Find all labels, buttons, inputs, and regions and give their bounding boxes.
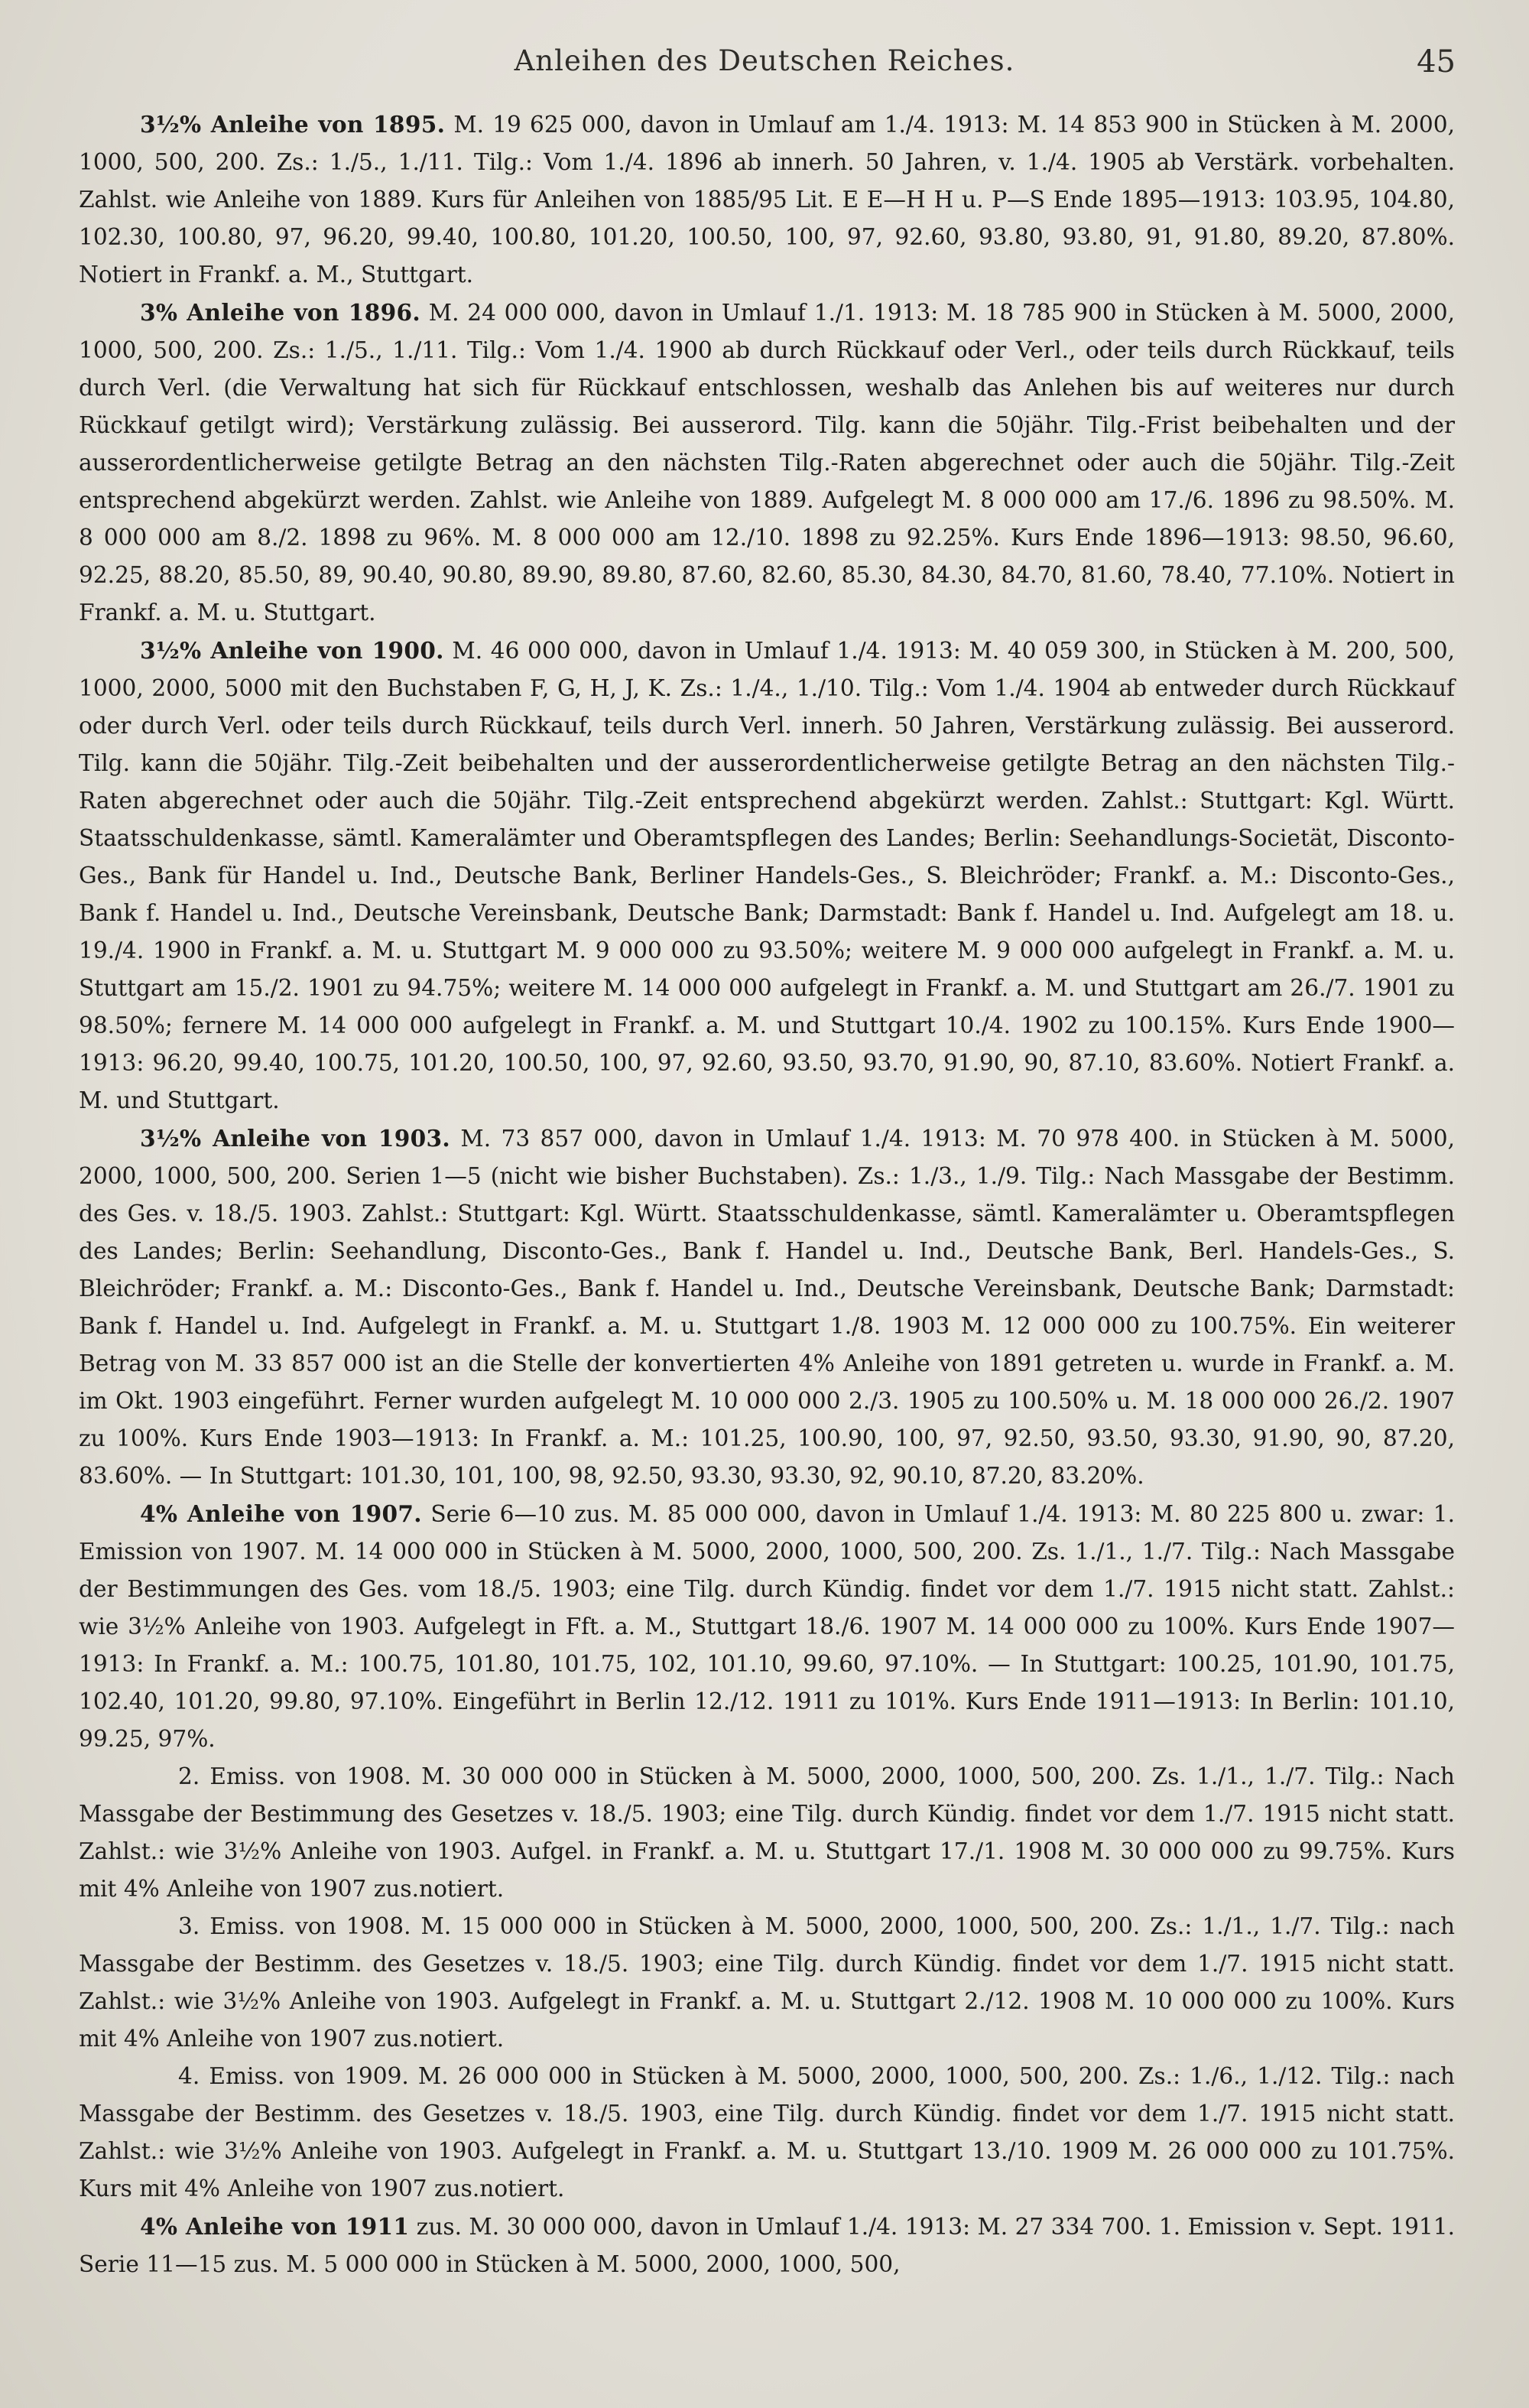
paragraph-heading: 3½% Anleihe von 1900. bbox=[140, 637, 444, 664]
paragraph-anleihe-1903 bbox=[79, 1120, 1455, 1495]
paragraph-text: 4. Emiss. von 1909. M. 26 000 000 in Stücken à M. 5000, 2000, 1000, 500, 200. Zs.: 1./6., 1./12. Tilg.: nach Massgabe der Bestimm. des Gesetzes v. 18./5. 1903, eine Tilg. durch Kündig. findet vor dem 1./7. 1915 nicht statt. Zahlst.: wie 3½% Anleihe von 1903. Aufgelegt in Frankf. a. M. u. Stuttgart 13./10. 1909 M. 26 000 000 zu 101.75%. Kurs mit 4% Anleihe von 1907 zus.notiert. bbox=[79, 2063, 1455, 2202]
paragraph-emission-4-1909 bbox=[79, 2058, 1455, 2208]
paragraph-heading: 3½% Anleihe von 1903. bbox=[140, 1125, 450, 1152]
paragraph-heading: 3½% Anleihe von 1895. bbox=[140, 111, 446, 138]
paragraph-anleihe-1896 bbox=[79, 294, 1455, 632]
paragraph-heading: 4% Anleihe von 1911 bbox=[140, 2213, 410, 2240]
paragraph-emission-2-1908 bbox=[79, 1758, 1455, 1908]
paragraph-text: 2. Emiss. von 1908. M. 30 000 000 in Stücken à M. 5000, 2000, 1000, 500, 200. Zs. 1./1., 1./7. Tilg.: Nach Massgabe der Bestimmung des Gesetzes v. 18./5. 1903; eine Tilg. durch Kündig. findet vor dem 1./7. 1915 nicht statt. Zahlst.: wie 3½% Anleihe von 1903. Aufgel. in Frankf. a. M. u. Stuttgart 17./1. 1908 M. 30 000 000 zu 99.75%. Kurs mit 4% Anleihe von 1907 zus.notiert. bbox=[79, 1763, 1455, 1902]
paragraph-anleihe-1895 bbox=[79, 106, 1455, 294]
paragraph-heading: 4% Anleihe von 1907. bbox=[140, 1500, 422, 1527]
paragraph-text: M. 73 857 000, davon in Umlauf 1./4. 1913: M. 70 978 400. in Stücken à M. 5000, 2000, 1000, 500, 200. Serien 1—5 (nicht wie bisher Buchstaben). Zs.: 1./3., 1./9. Tilg.: Nach Massgabe der Bestimm. des Ges. v. 18./5. 1903. Zahlst.: Stuttgart: Kgl. Württ. Staatsschuldenkasse, sämtl. Kameralämter u. Oberamtspflegen des Landes; Berlin: Seehandlung, Disconto-Ges., Bank f. Handel u. Ind., Deutsche Bank, Berl. Handels-Ges., S. Bleichröder; Frankf. a. M.: Disconto-Ges., Bank f. Handel u. Ind., Deutsche Vereinsbank, Deutsche Bank; Darmstadt: Bank f. Handel u. Ind. Aufgelegt in Frankf. a. M. u. Stuttgart 1./8. 1903 M. 12 000 000 zu 100.75%. Ein weiterer Betrag von M. 33 857 000 ist an die Stelle der konvertierten 4% Anleihe von 1891 getreten u. wurde in Frankf. a. M. im Okt. 1903 eingeführt. Ferner wurden aufgelegt M. 10 000 000 2./3. 1905 zu 100.50% u. M. 18 000 000 26./2. 1907 zu 100%. Kurs Ende 1903—1913: In Frankf. a. M.: 101.25, 100.90, 100, 97, 92.50, 93.50, 93.30, 91.90, 90, 87.20, 83.60%. — In Stuttgart: 101.30, 101, 100, 98, 92.50, 93.30, 93.30, 92, 90.10, 87.20, 83.20%. bbox=[79, 1126, 1455, 1489]
paragraph-anleihe-1911 bbox=[79, 2208, 1455, 2283]
paragraph-text: M. 46 000 000, davon in Umlauf 1./4. 1913: M. 40 059 300, in Stücken à M. 200, 500, 1000, 2000, 5000 mit den Buchstaben F, G, H, J, K. Zs.: 1./4., 1./10. Tilg.: Vom 1./4. 1904 ab entweder durch Rückkauf oder durch Verl. oder teils durch Rückkauf, teils durch Verl. innerh. 50 Jahren, Verstärkung zulässig. Bei ausserord. Tilg. kann die 50jähr. Tilg.-Zeit beibehalten und der ausserordentlicherweise getilgte Betrag an den nächsten Tilg.-Raten abgerechnet oder auch die 50jähr. Tilg.-Zeit entsprechend abgekürzt werden. Zahlst.: Stuttgart: Kgl. Württ. Staatsschuldenkasse, sämtl. Kameralämter und Oberamtspflegen des Landes; Berlin: Seehandlungs-Societät, Disconto-Ges., Bank für Handel u. Ind., Deutsche Bank, Berliner Handels-Ges., S. Bleichröder; Frankf. a. M.: Disconto-Ges., Bank f. Handel u. Ind., Deutsche Vereinsbank, Deutsche Bank; Darmstadt: Bank f. Handel u. Ind. Aufgelegt am 18. u. 19./4. 1900 in Frankf. a. M. u. Stuttgart M. 9 000 000 zu 93.50%; weitere M. 9 000 000 aufgelegt in Frankf. a. M. u. Stuttgart am 15./2. 1901 zu 94.75%; weitere M. 14 000 000 aufgelegt in Frankf. a. M. und Stuttgart am 26./7. 1901 zu 98.50%; fernere M. 14 000 000 aufgelegt in Frankf. a. M. und Stuttgart 10./4. 1902 zu 100.15%. Kurs Ende 1900—1913: 96.20, 99.40, 100.75, 101.20, 100.50, 100, 97, 92.60, 93.50, 93.70, 91.90, 90, 87.10, 83.60%. Notiert Frankf. a. M. und Stuttgart. bbox=[79, 638, 1455, 1113]
body-text bbox=[79, 106, 1455, 2283]
paragraph-anleihe-1900 bbox=[79, 632, 1455, 1120]
page-header bbox=[0, 44, 1529, 98]
paragraph-text: 3. Emiss. von 1908. M. 15 000 000 in Stücken à M. 5000, 2000, 1000, 500, 200. Zs.: 1./1., 1./7. Tilg.: nach Massgabe der Bestimm. des Gesetzes v. 18./5. 1903; eine Tilg. durch Kündig. findet vor dem 1./7. 1915 nicht statt. Zahlst.: wie 3½% Anleihe von 1903. Aufgelegt in Frankf. a. M. u. Stuttgart 2./12. 1908 M. 10 000 000 zu 100%. Kurs mit 4% Anleihe von 1907 zus.notiert. bbox=[79, 1913, 1455, 2052]
paragraph-anleihe-1907 bbox=[79, 1495, 1455, 1758]
running-title: Anleihen des Deutschen Reiches. bbox=[514, 44, 1015, 77]
paragraph-emission-3-1908 bbox=[79, 1908, 1455, 2058]
page-number: 45 bbox=[1417, 44, 1456, 80]
paragraph-text: M. 19 625 000, davon in Umlauf am 1./4. 1913: M. 14 853 900 in Stücken à M. 2000, 1000, 500, 200. Zs.: 1./5., 1./11. Tilg.: Vom 1./4. 1896 ab innerh. 50 Jahren, v. 1./4. 1905 ab Verstärk. vorbehalten. Zahlst. wie Anleihe von 1889. Kurs für Anleihen von 1885/95 Lit. E E—H H u. P—S Ende 1895—1913: 103.95, 104.80, 102.30, 100.80, 97, 96.20, 99.40, 100.80, 101.20, 100.50, 100, 97, 92.60, 93.80, 93.80, 91, 91.80, 89.20, 87.80%. Notiert in Frankf. a. M., Stuttgart. bbox=[79, 112, 1455, 288]
paragraph-text: zus. M. 30 000 000, davon in Umlauf 1./4. 1913: M. 27 334 700. 1. Emission v. Sept. 1911. Serie 11—15 zus. M. 5 000 000 in Stücken à M. 5000, 2000, 1000, 500, bbox=[79, 2214, 1455, 2277]
paragraph-heading: 3% Anleihe von 1896. bbox=[140, 299, 420, 326]
paragraph-text: M. 24 000 000, davon in Umlauf 1./1. 1913: M. 18 785 900 in Stücken à M. 5000, 2000, 1000, 500, 200. Zs.: 1./5., 1./11. Tilg.: Vom 1./4. 1900 ab durch Rückkauf oder Verl., oder teils durch Rückkauf, teils durch Verl. (die Verwaltung hat sich für Rückkauf entschlossen, weshalb das Anlehen bis auf weiteres nur durch Rückkauf getilgt wird); Verstärkung zulässig. Bei ausserord. Tilg. kann die 50jähr. Tilg.-Frist beibehalten und der ausserordentlicherweise getilgte Betrag an den nächsten Tilg.-Raten abgerechnet oder auch die 50jähr. Tilg.-Zeit entsprechend abgekürzt werden. Zahlst. wie Anleihe von 1889. Aufgelegt M. 8 000 000 am 17./6. 1896 zu 98.50%. M. 8 000 000 am 8./2. 1898 zu 96%. M. 8 000 000 am 12./10. 1898 zu 92.25%. Kurs Ende 1896—1913: 98.50, 96.60, 92.25, 88.20, 85.50, 89, 90.40, 90.80, 89.90, 89.80, 87.60, 82.60, 85.30, 84.30, 84.70, 81.60, 78.40, 77.10%. Notiert in Frankf. a. M. u. Stuttgart. bbox=[79, 300, 1455, 626]
paragraph-text: Serie 6—10 zus. M. 85 000 000, davon in Umlauf 1./4. 1913: M. 80 225 800 u. zwar: 1. Emission von 1907. M. 14 000 000 in Stücken à M. 5000, 2000, 1000, 500, 200. Zs. 1./1., 1./7. Tilg.: Nach Massgabe der Bestimmungen des Ges. vom 18./5. 1903; eine Tilg. durch Kündig. findet vor dem 1./7. 1915 nicht statt. Zahlst.: wie 3½% Anleihe von 1903. Aufgelegt in Fft. a. M., Stuttgart 18./6. 1907 M. 14 000 000 zu 100%. Kurs Ende 1907—1913: In Frankf. a. M.: 100.75, 101.80, 101.75, 102, 101.10, 99.60, 97.10%. — In Stuttgart: 100.25, 101.90, 101.75, 102.40, 101.20, 99.80, 97.10%. Eingeführt in Berlin 12./12. 1911 zu 101%. Kurs Ende 1911—1913: In Berlin: 101.10, 99.25, 97%. bbox=[79, 1501, 1455, 1752]
